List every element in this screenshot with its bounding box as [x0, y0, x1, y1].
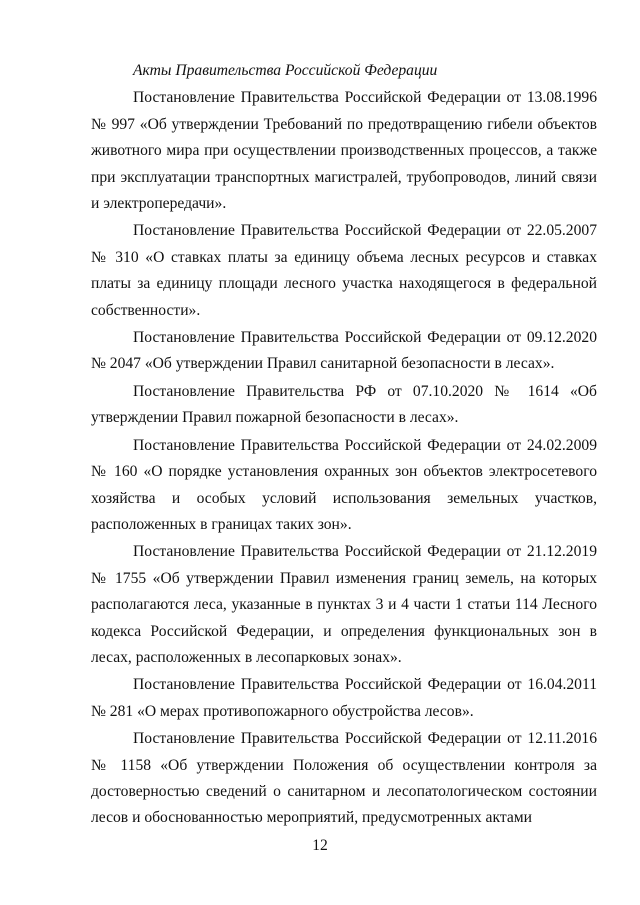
paragraph-7: Постановление Правительства Российской Федерации от 16.04.2011 № 281 «О мерах противопожарного обустройства лесов».: [91, 676, 597, 720]
page-number: 12: [312, 837, 328, 854]
paragraph-6: Постановление Правительства Российской Федерации от 21.12.2019 № 1755 «Об утверждении Правил изменения границ земель, на которых располагаются леса, указанные в пунктах 3 и 4 части 1 статьи 114 Лесного кодекса Российской Федерации, и определения функциональных зон в лесах, расположенных в лесопарковых зонах».: [91, 543, 597, 666]
document-body: [91, 58, 597, 832]
paragraph-2: Постановление Правительства Российской Федерации от 22.05.2007 № 310 «О ставках платы за единицу объема лесных ресурсов и ставках платы за единицу площади лесного участка находящегося в федеральной собственности».: [91, 222, 597, 319]
paragraph-4: Постановление Правительства РФ от 07.10.2020 № 1614 «Об утверждении Правил пожарной безопасности в лесах».: [91, 382, 597, 427]
paragraph-5: Постановление Правительства Российской Федерации от 24.02.2009 № 160 «О порядке установления охранных зон объектов электросетевого хозяйства и особых условий использования земельных участков, расположенных в границах таких зон».: [91, 436, 597, 533]
paragraph-1: Постановление Правительства Российской Федерации от 13.08.1996 № 997 «Об утверждении Требований по предотвращению гибели объектов животного мира при осуществлении производственных процессов, а также при эксплуатации транспортных магистралей, трубопроводов, линий связи и электропередачи».: [91, 89, 597, 213]
paragraph-3: Постановление Правительства Российской Федерации от 09.12.2020 № 2047 «Об утверждении Правил санитарной безопасности в лесах».: [91, 329, 597, 373]
paragraph-8: Постановление Правительства Российской Федерации от 12.11.2016 № 1158 «Об утверждении Положения об осуществлении контроля за достоверностью сведений о санитарном и лесопатологическом состоянии лесов и обоснованностью мероприятий, предусмотренных актами: [91, 730, 597, 827]
section-heading: Акты Правительства Российской Федерации: [133, 62, 438, 79]
